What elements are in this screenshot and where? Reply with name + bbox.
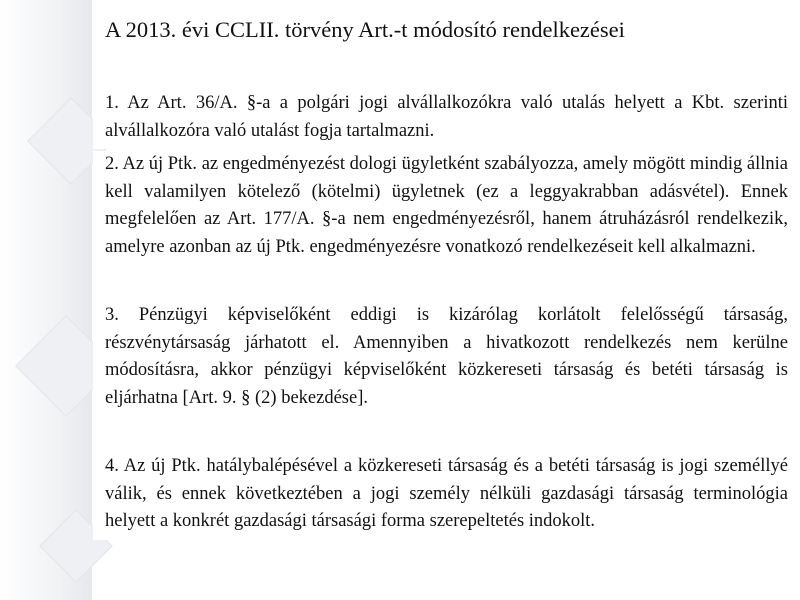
paragraph-4: 4. Az új Ptk. hatálybalépésével a közkereseti társaság és a betéti társaság is jogi személlyé válik, és ennek következtében a jogi személy nélküli gazdasági társaság terminológia helyett a konkrét gazdasági társasági forma szerepeltetés indokolt.	[93, 453, 800, 540]
paragraph-3: 3. Pénzügyi képviselőként eddigi is kizárólag korlátolt felelősségű társaság, részvénytársaság járhatott el. Amennyiben a hivatkozott rendelkezés nem kerülne módosításra, akkor pénzügyi képviselőként közkereseti társaság és betéti társaság is eljárhatna [Art. 9. § (2) bekezdése].	[93, 302, 800, 416]
slide-title: A 2013. évi CCLII. törvény Art.-t módosító rendelkezései	[105, 17, 625, 42]
slide-content	[93, 0, 800, 600]
paragraph-2: 2. Az új Ptk. az engedményezést dologi ügyletként szabályozza, amely mögött mindig állnia kell valamilyen kötelező (kötelmi) ügyletnek (ez a leggyakrabban adásvétel). Ennek megfelelően az Art. 177/A. §-a nem engedményezésről, hanem átruházásról rendelkezik, amelyre azonban az új Ptk. engedményezésre vonatkozó rendelkezéseit kell alkalmazni.	[93, 151, 800, 265]
decorative-side-panel	[0, 0, 92, 600]
title-box	[93, 0, 800, 62]
paragraph-1: 1. Az Art. 36/A. §-a a polgári jogi alvállalkozókra való utalás helyett a Kbt. szerinti alvállalkozóra való utalást fogja tartalmazni.	[93, 90, 800, 149]
